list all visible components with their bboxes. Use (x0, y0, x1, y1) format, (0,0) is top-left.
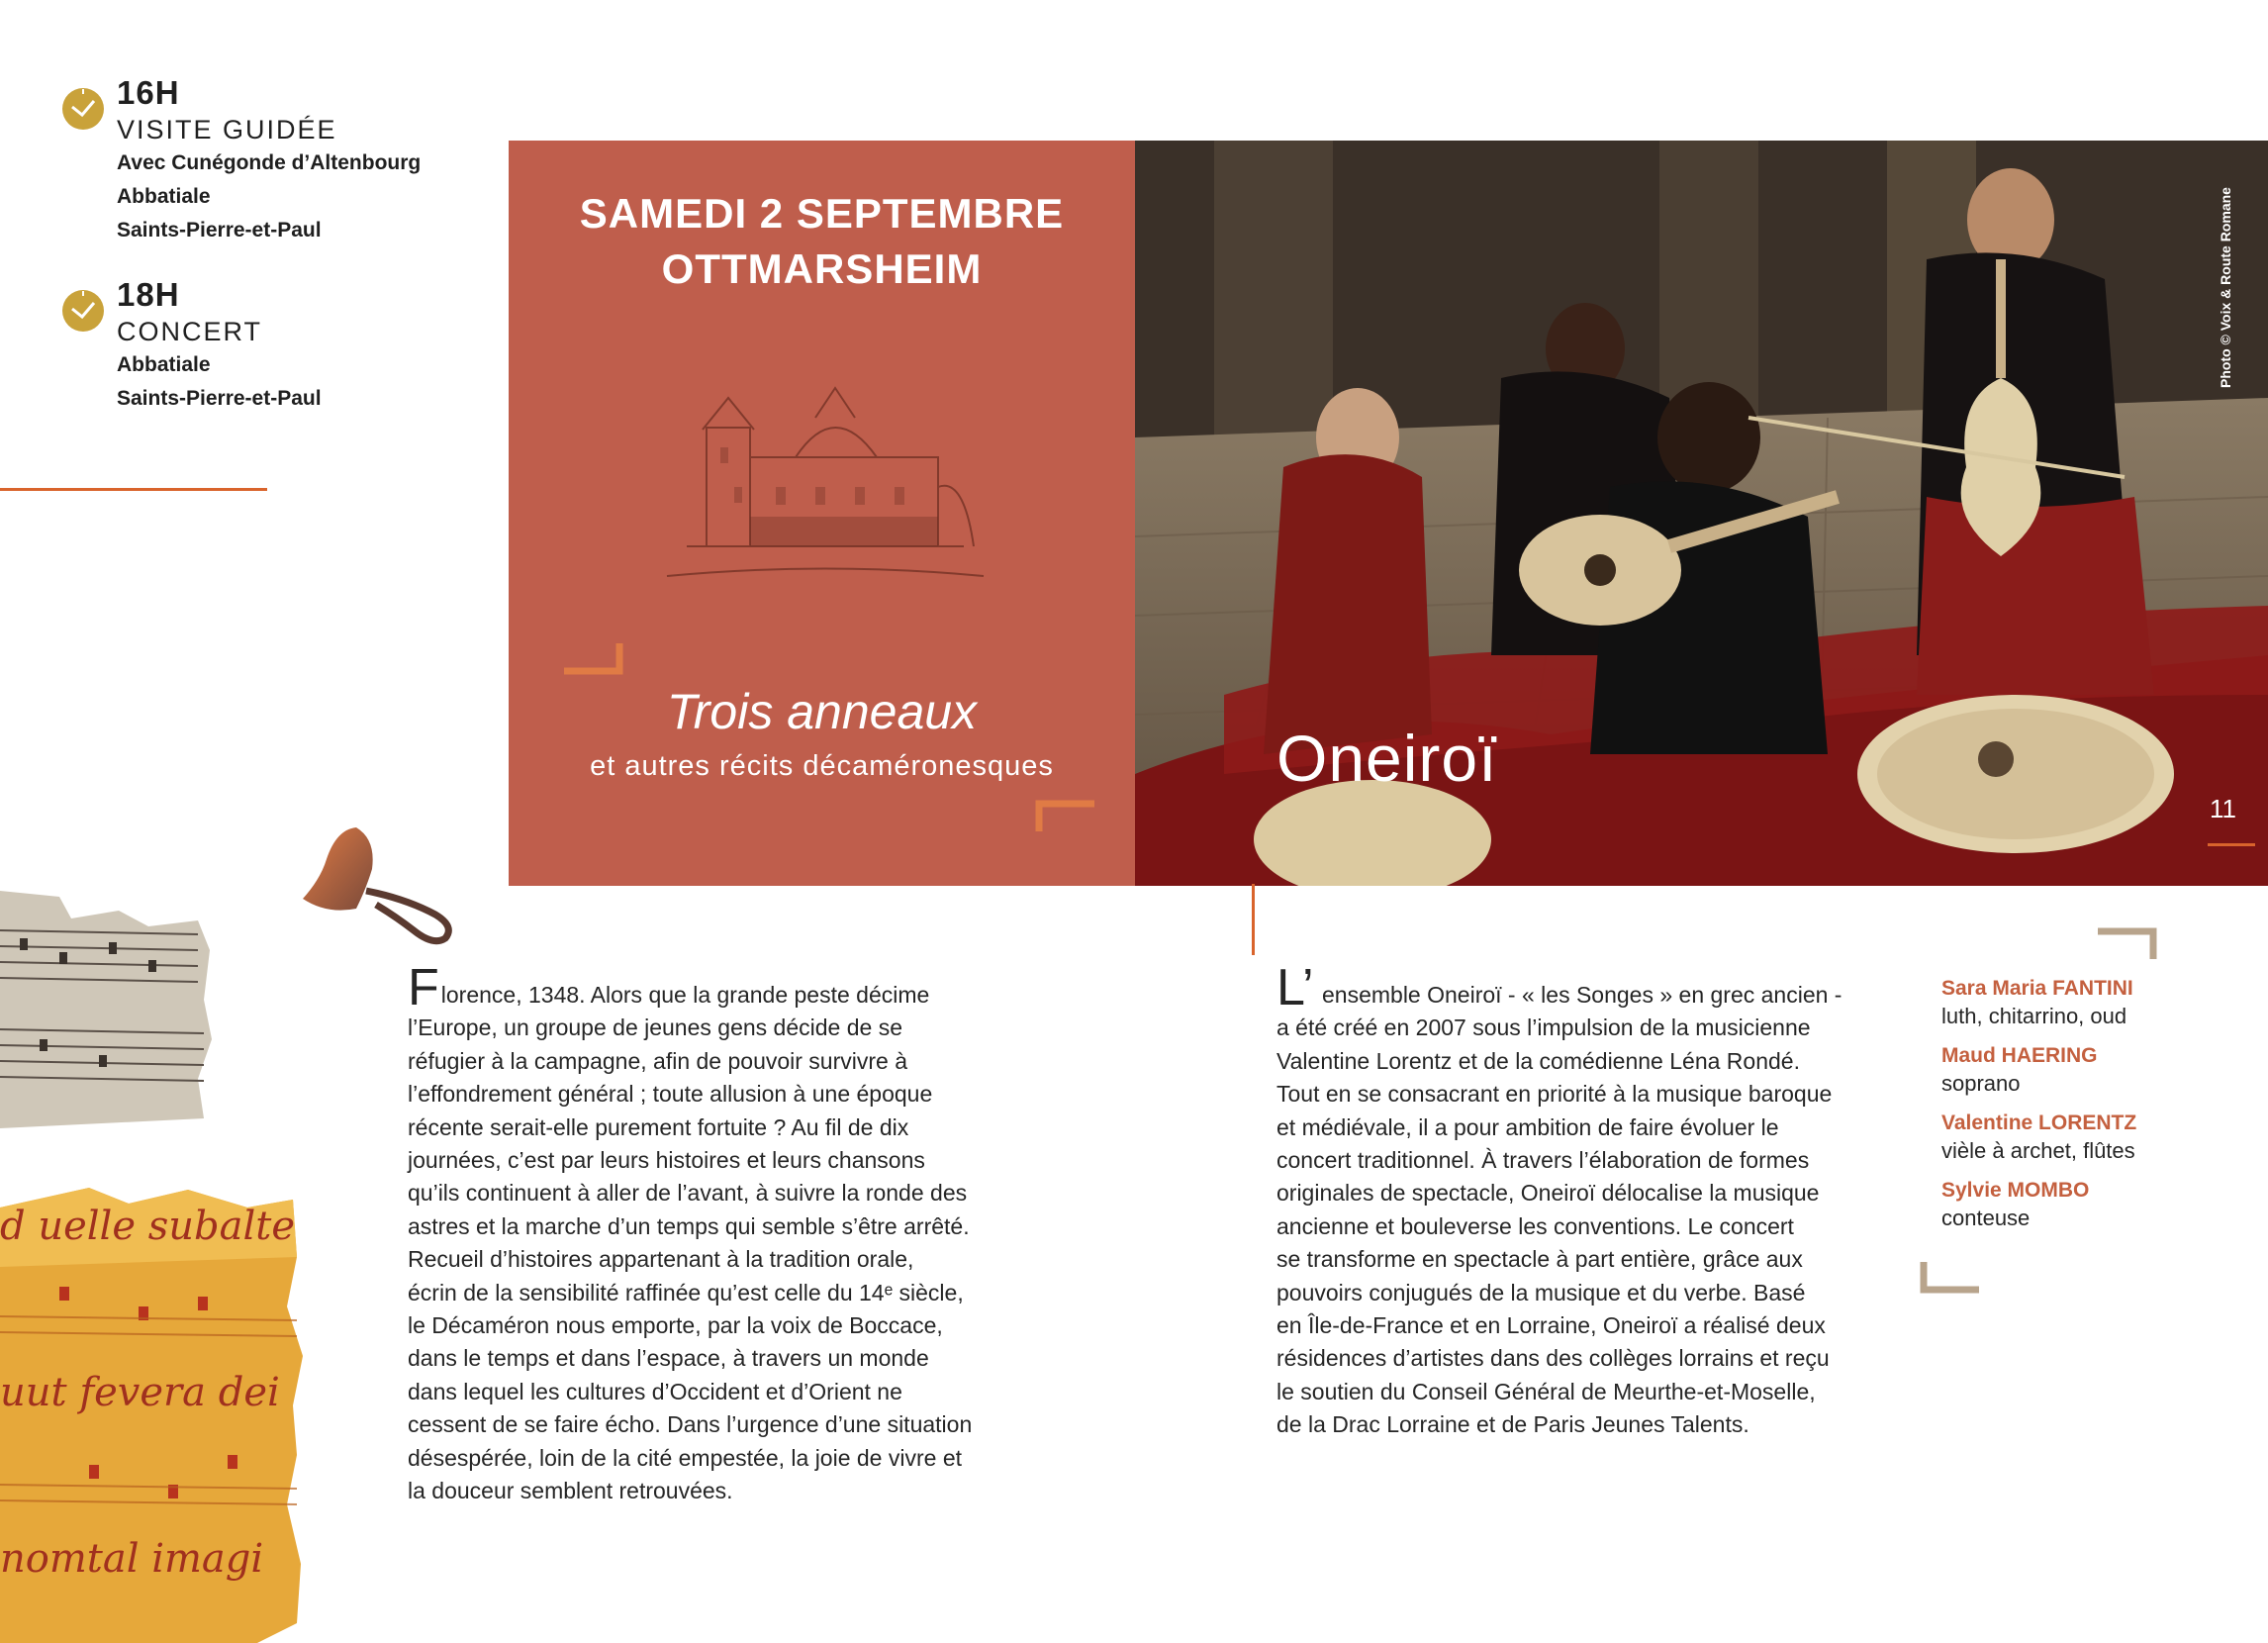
event-title: Trois anneaux (666, 684, 978, 739)
schedule-detail: Saints-Pierre-et-Paul (117, 387, 322, 410)
text-line: astres et la marche d’un temps qui semble s’être arrêté. (408, 1212, 970, 1239)
schedule-kind: VISITE GUIDÉE (117, 115, 337, 145)
text-line-first: lorence, 1348. Alors que la grande peste décime (440, 982, 930, 1008)
clock-icon (61, 289, 105, 333)
cast-role: soprano (1941, 1071, 2021, 1096)
description-text (408, 959, 1001, 1508)
event-panel (509, 141, 1135, 886)
text-line: écrin de la sensibilité raffinée qu’est celle du 14ᵉ siècle, (408, 1279, 964, 1305)
text-line: le soutien du Conseil Général de Meurthe-et-Moselle, (1276, 1378, 1816, 1404)
cast-role: vièle à archet, flûtes (1941, 1138, 2135, 1163)
cast-role: conteuse (1941, 1206, 2031, 1230)
text-line: ancienne et bouleverse les conventions. Le concert (1276, 1212, 1794, 1239)
schedule-detail: Avec Cunégonde d’Altenbourg (117, 151, 422, 174)
text-line: Recueil d’histoires appartenant à la tradition orale, (408, 1246, 914, 1273)
manuscript-text: nomtal imagi (0, 1536, 264, 1582)
cast-name: Sylvie MOMBO (1941, 1179, 2090, 1202)
clock-icon (61, 87, 105, 131)
ensemble-name: Oneiroï (1276, 722, 1498, 795)
text-line: désespérée, loin de la cité empestée, la joie de vivre et (408, 1444, 962, 1471)
text-line: a été créé en 2007 sous l’impulsion de la musicienne (1276, 1015, 1811, 1041)
text-line: en Île-de-France et en Lorraine, Oneiroï a réalisé deux (1276, 1312, 1826, 1339)
text-line (1276, 959, 1910, 1016)
schedule-time: 16H (117, 74, 180, 111)
text-line: dans lequel les cultures d’Occident et d’Orient ne (408, 1378, 902, 1404)
text-line: la douceur semblent retrouvées. (408, 1478, 733, 1504)
text-line: récente serait-elle purement fortuite ? Au fil de dix (408, 1113, 909, 1140)
schedule-detail: Abbatiale (117, 353, 211, 376)
text-line (408, 959, 1001, 1016)
text-line: Tout en se consacrant en priorité à la musique baroque (1276, 1081, 1833, 1108)
text-line: cessent de se faire écho. Dans l’urgence d’une situation (408, 1411, 973, 1438)
cast-name: Valentine LORENTZ (1941, 1111, 2137, 1134)
divider (0, 488, 267, 491)
text-line: originales de spectacle, Oneiroï délocalise la musique (1276, 1180, 1820, 1207)
cast-member (1941, 1177, 2238, 1232)
dropcap: F (408, 959, 439, 1016)
cast-name: Maud HAERING (1941, 1044, 2098, 1067)
event-date-line: SAMEDI 2 SEPTEMBRE (579, 190, 1065, 237)
text-line: qu’ils continuent à aller de l’avant, à suivre la ronde des (408, 1180, 968, 1207)
page-number-rule (2208, 843, 2255, 846)
event-subtitle: et autres récits décaméronesques (590, 750, 1054, 782)
divider (1252, 884, 1255, 955)
text-line: pouvoirs conjugués de la musique et du verbe. Basé (1276, 1279, 1806, 1305)
text-line: se transforme en spectacle à part entière, grâce aux (1276, 1246, 1803, 1273)
corner-bracket-decoration (1035, 800, 1094, 831)
ensemble-photo (1135, 141, 2268, 886)
cast-member (1941, 1042, 2238, 1098)
schedule-detail: Abbatiale (117, 185, 211, 208)
text-line: concert traditionnel. À travers l’élaboration de formes (1276, 1147, 1810, 1174)
manuscript-collage-illustration (0, 891, 317, 1643)
page-number: 11 (2210, 794, 2236, 823)
text-line: journées, c’est par leurs histoires et leurs chansons (408, 1147, 925, 1174)
schedule-time: 18H (117, 276, 180, 313)
cast-role: luth, chitarrino, oud (1941, 1004, 2127, 1028)
dropcap: L’ (1276, 959, 1314, 1016)
hand-bell-icon (297, 820, 465, 948)
text-line-first: ensemble Oneiroï - « les Songes » en grec ancien - (1315, 982, 1843, 1008)
cast-member (1941, 1110, 2238, 1165)
corner-bracket-decoration (1920, 1262, 1979, 1294)
manuscript-text: uut fevera dei (0, 1370, 280, 1415)
text-line: l’effondrement général ; toute allusion à une époque (408, 1081, 933, 1108)
text-line: le Décaméron nous emporte, par la voix de Boccace, (408, 1312, 943, 1339)
text-line: l’Europe, un groupe de jeunes gens décide de se (408, 1015, 902, 1041)
text-line: réfugier à la campagne, afin de pouvoir survivre à (408, 1047, 908, 1074)
event-place-line: OTTMARSHEIM (661, 245, 983, 292)
corner-bracket-decoration (2098, 927, 2157, 959)
text-line: et médiévale, il a pour ambition de faire évoluer le (1276, 1113, 1779, 1140)
cast-member (1941, 975, 2238, 1030)
cast-name: Sara Maria FANTINI (1941, 977, 2133, 1000)
cast-list (1941, 975, 2238, 1244)
schedule-detail: Saints-Pierre-et-Paul (117, 219, 322, 242)
schedule-kind: CONCERT (117, 317, 263, 346)
text-line: résidences d’artistes dans des collèges lorrains et reçu (1276, 1345, 1830, 1372)
corner-bracket-decoration (564, 643, 623, 675)
manuscript-text: d uelle subalte (0, 1204, 296, 1249)
text-line: Valentine Lorentz et de la comédienne Léna Rondé. (1276, 1047, 1800, 1074)
photo-credit: Photo © Voix & Route Romane (2218, 187, 2233, 388)
text-line: dans le temps et dans l’espace, à travers un monde (408, 1345, 929, 1372)
text-line: de la Drac Lorraine et de Paris Jeunes Talents. (1276, 1411, 1749, 1438)
ensemble-description-text (1276, 959, 1910, 1442)
abbey-sketch-illustration (647, 338, 1003, 596)
event-date (509, 186, 1135, 297)
